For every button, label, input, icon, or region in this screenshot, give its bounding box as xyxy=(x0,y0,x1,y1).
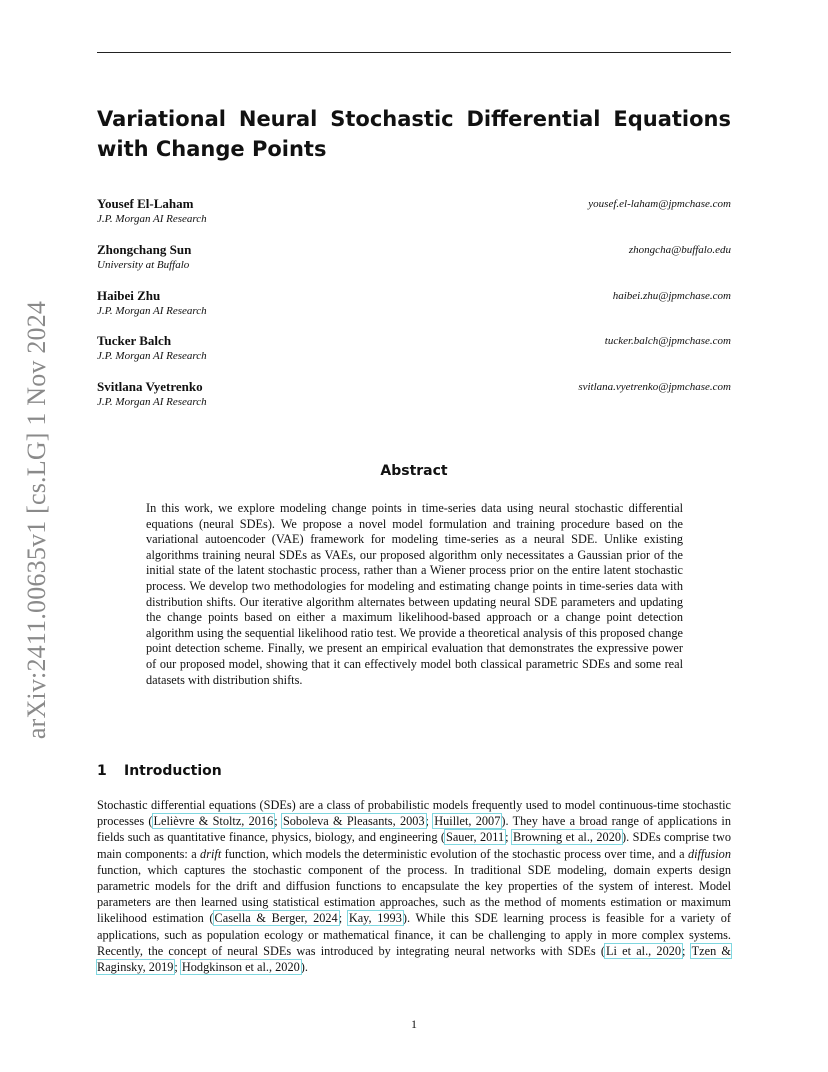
paper-title: Variational Neural Stochastic Differential Equations with Change Points xyxy=(97,107,731,161)
citation-link[interactable]: Sauer, 2011 xyxy=(446,830,505,845)
introduction-paragraph xyxy=(97,797,731,975)
citation-separator: ; xyxy=(274,814,282,829)
citation-link[interactable]: Tzen & Raginsky, 2019 xyxy=(97,943,731,975)
section-number: 1 xyxy=(97,763,107,779)
intro-text: Stochastic differential equations (SDEs) are a class of probabilistic models frequently used to model continuous-time stochastic processes ( xyxy=(97,798,731,829)
author-name: Haibei Zhu xyxy=(97,288,161,303)
citation-separator: ; xyxy=(682,943,691,958)
citation-link[interactable]: Browning et al., 2020 xyxy=(513,830,621,845)
citation-separator: ; xyxy=(425,814,434,829)
citation-link[interactable]: Kay, 1993 xyxy=(348,911,402,926)
author-name: Tucker Balch xyxy=(97,333,172,348)
author-email: tucker.balch@jpmchase.com xyxy=(604,335,731,347)
citation-separator: ; xyxy=(338,911,348,926)
intro-text: ). SDEs comprise two main components: a xyxy=(97,830,731,861)
citation-link[interactable]: Lelièvre & Stoltz, 2016 xyxy=(153,814,274,829)
author-block xyxy=(97,288,731,322)
author-affiliation: J.P. Morgan AI Research xyxy=(97,213,207,225)
author-name: Svitlana Vyetrenko xyxy=(97,379,203,394)
arxiv-identifier-stamp: arXiv:2411.00635v1 [cs.LG] 1 Nov 2024 xyxy=(22,300,51,740)
emphasis-diffusion: diffusion xyxy=(687,846,731,861)
emphasis-drift: drift xyxy=(200,846,222,861)
section-title: Introduction xyxy=(124,763,222,779)
intro-text: function, which captures the stochastic component of the process. In traditional SDE modeling, domain experts design parametric models for the drift and diffusion functions to encapsulate the key properties of the system of interest. Model parameters are then learned using statistical estimation approaches, such as the method of moments estimation or maximum likelihood estimation ( xyxy=(97,862,731,926)
header-rule xyxy=(97,52,731,53)
intro-text: ). They have a broad range of applications in fields such as quantitative finance, physics, biology, and engineering ( xyxy=(97,814,731,845)
intro-text: ). While this SDE learning process is feasible for a variety of applications, such as population ecology or mathematical finance, it can be challenging to apply in more complex systems. Recently, the concept of neural SDEs was introduced by integrating neural networks with SDEs ( xyxy=(97,911,731,958)
citation-link[interactable]: Huillet, 2007 xyxy=(434,814,501,829)
author-block xyxy=(97,196,731,230)
citation-link[interactable]: Hodgkinson et al., 2020 xyxy=(181,960,300,975)
citation-link[interactable]: Soboleva & Pleasants, 2003 xyxy=(282,814,425,829)
citation-link[interactable]: Li et al., 2020 xyxy=(606,943,682,958)
author-block xyxy=(97,333,731,367)
citation-separator: ; xyxy=(505,830,513,845)
author-name: Yousef El-Laham xyxy=(97,196,194,211)
author-affiliation: J.P. Morgan AI Research xyxy=(97,396,207,408)
author-email: yousef.el-laham@jpmchase.com xyxy=(588,198,731,210)
citation-separator: ; xyxy=(174,960,181,975)
page-number: 1 xyxy=(411,1017,417,1031)
author-email: zhongcha@buffalo.edu xyxy=(628,244,731,256)
intro-text: ). xyxy=(300,960,308,975)
author-block xyxy=(97,379,731,413)
author-affiliation: J.P. Morgan AI Research xyxy=(97,305,207,317)
author-block xyxy=(97,242,731,276)
section-heading-introduction xyxy=(97,762,222,780)
author-name: Zhongchang Sun xyxy=(97,242,192,257)
author-email: haibei.zhu@jpmchase.com xyxy=(612,290,731,302)
citation-link[interactable]: Casella & Berger, 2024 xyxy=(214,911,338,926)
author-affiliation: University at Buffalo xyxy=(97,259,190,271)
author-email: svitlana.vyetrenko@jpmchase.com xyxy=(578,381,731,393)
author-affiliation: J.P. Morgan AI Research xyxy=(97,350,207,362)
intro-text: function, which models the deterministic evolution of the stochastic process over time, and a xyxy=(221,846,688,861)
abstract-text: In this work, we explore modeling change points in time-series data using neural stochastic differential equations (neural SDEs). We propose a novel model formulation and training procedure based on the variational autoencoder (VAE) framework for modeling time-series as a neural SDE. Unlike existing algorithms training neural SDEs as VAEs, our proposed algorithm only necessitates a Gaussian prior of the initial state of the latent stochastic process, rather than a Wiener process prior on the entire latent stochastic process. We develop two methodologies for modeling and estimating change points in time-series data with distribution shifts. Our iterative algorithm alternates between updating neural SDE parameters and updating the change points based on either a maximum likelihood-based approach or a change point detection algorithm using the sequential likelihood ratio test. We provide a theoretical analysis of this proposed change point detection scheme. Finally, we present an empirical evaluation that demonstrates the expressive power of our proposed model, showing that it can effectively model both classical parametric SDEs and some real datasets with distribution shifts. xyxy=(146,501,683,687)
abstract-heading: Abstract xyxy=(380,463,448,479)
